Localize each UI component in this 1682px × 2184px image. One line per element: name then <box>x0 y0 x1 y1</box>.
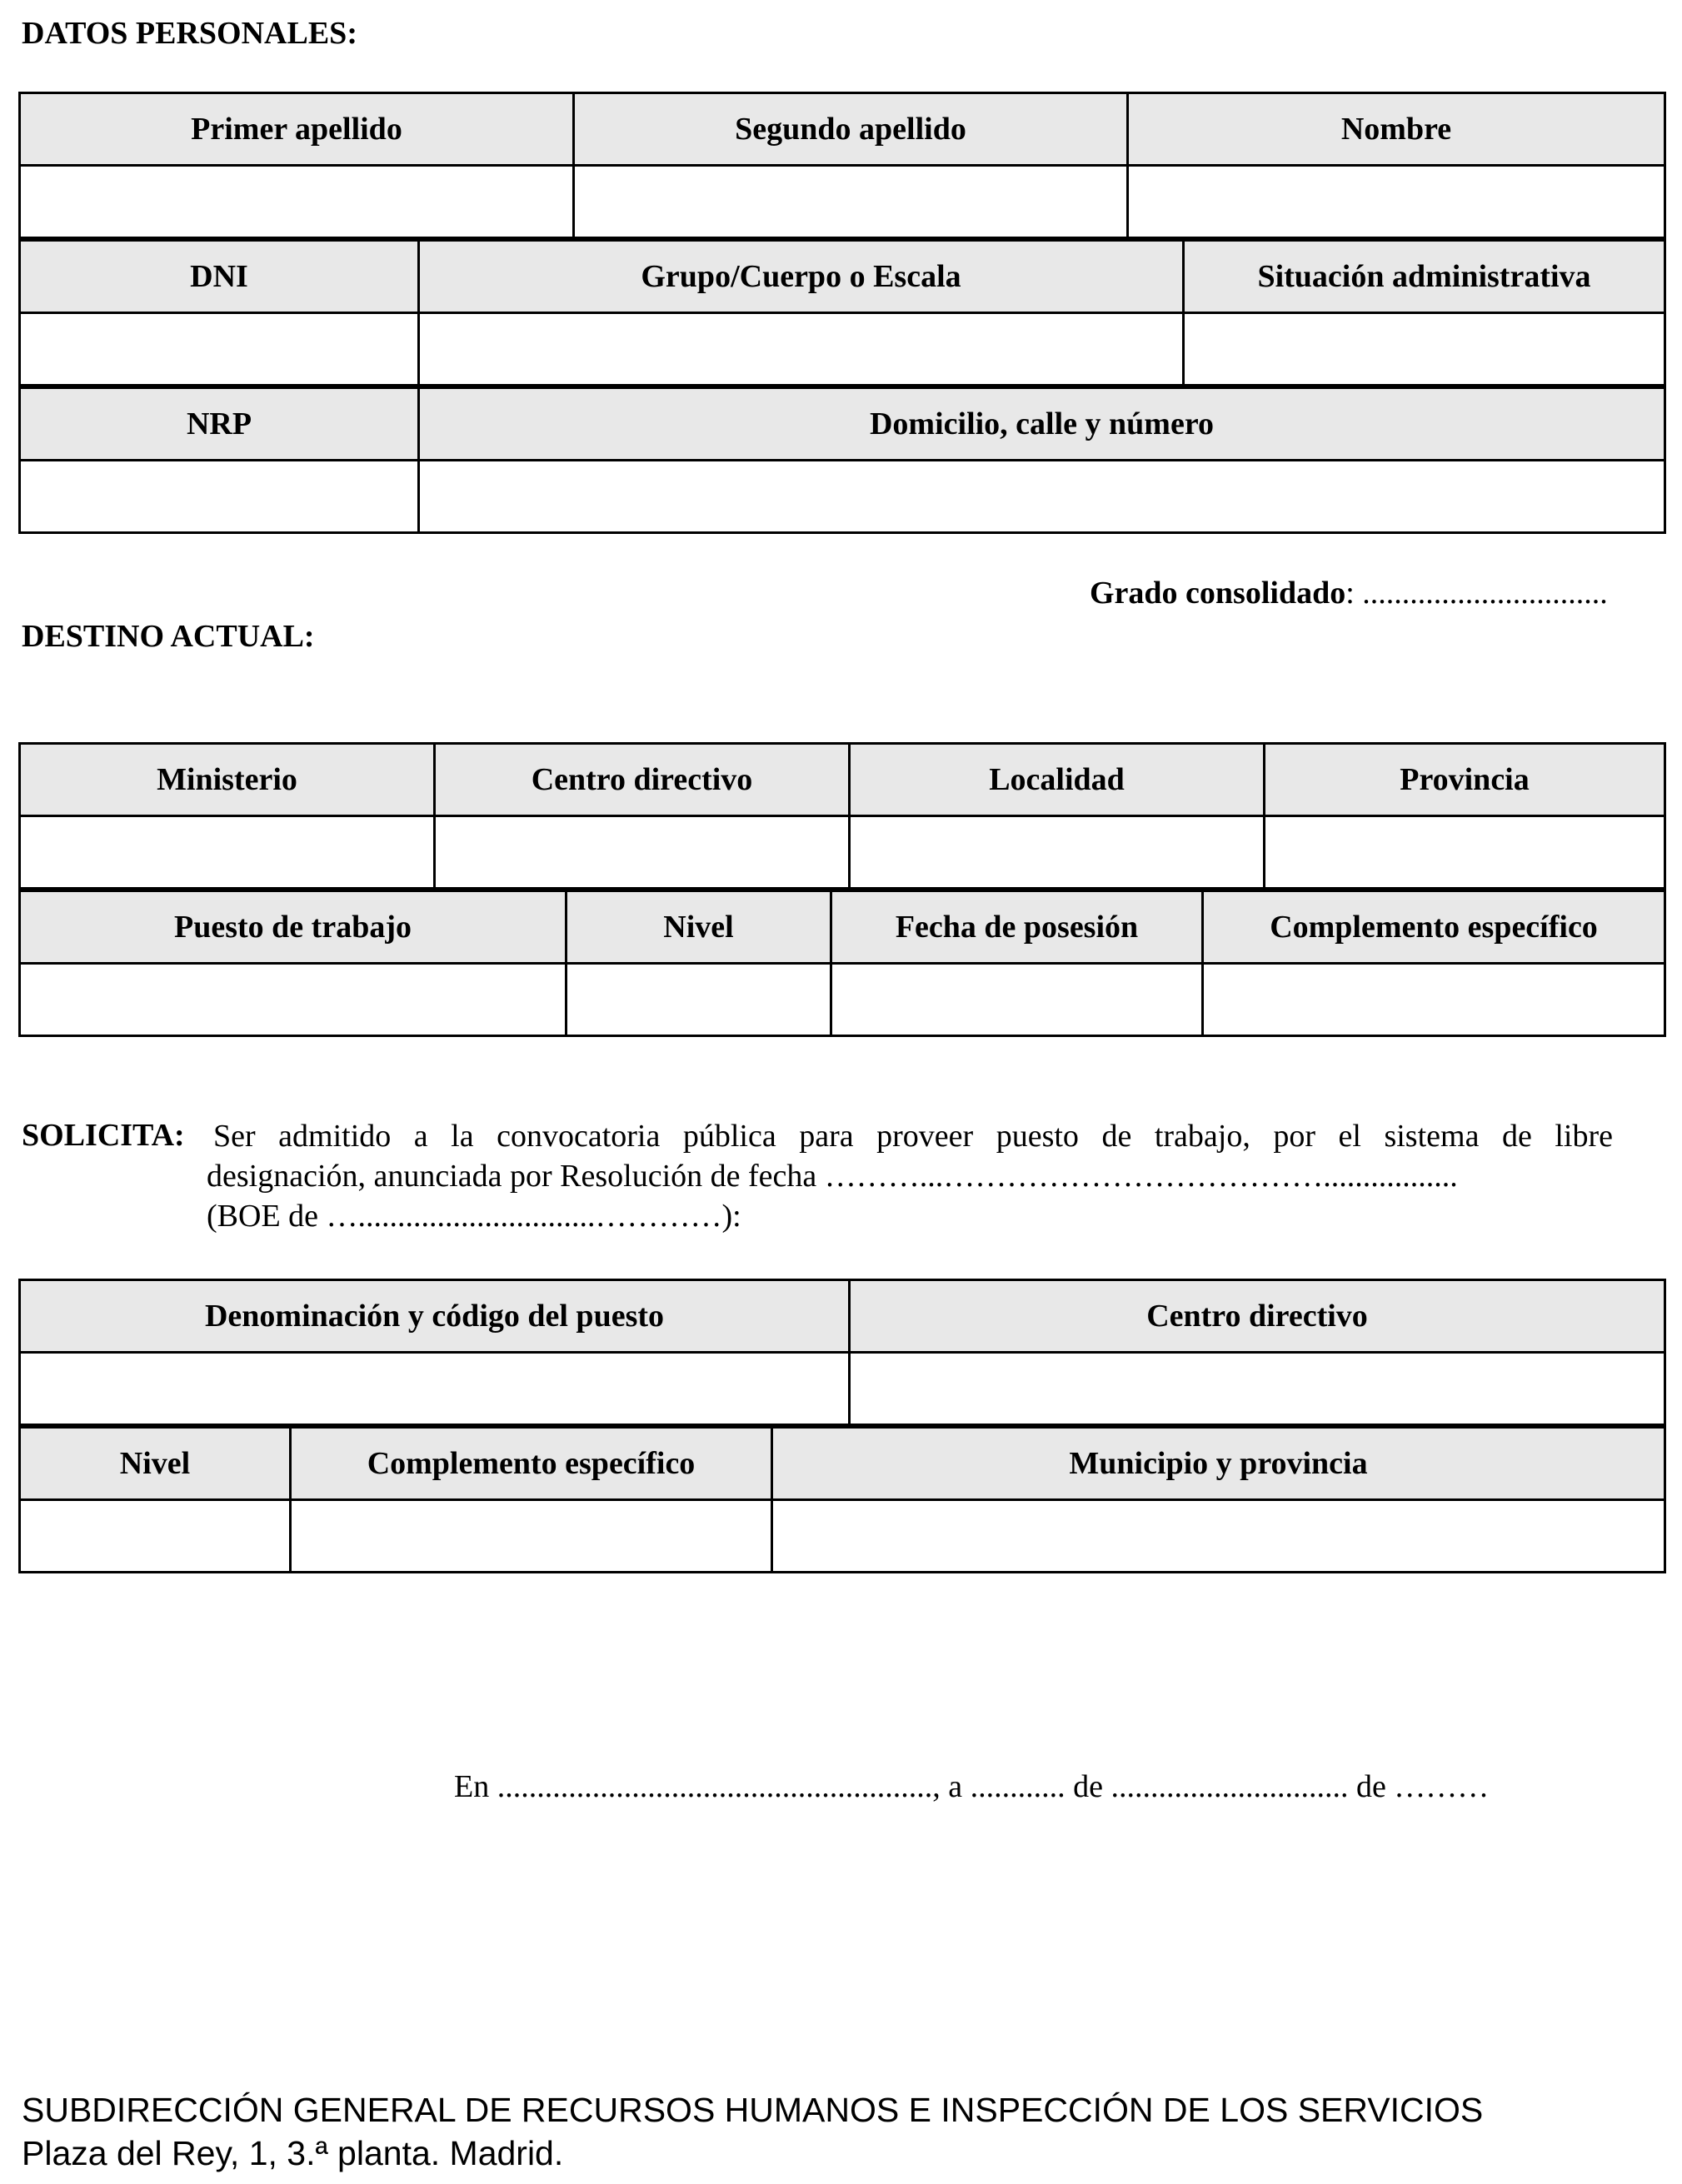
situacion-administrativa-label: Situación administrativa <box>1184 241 1665 313</box>
fecha-de-posesion-field[interactable] <box>831 964 1203 1036</box>
nombre-field[interactable] <box>1128 166 1665 238</box>
puesto-solicitado-table-row2 <box>18 1426 1666 1573</box>
puesto-centro-directivo-field[interactable] <box>850 1353 1665 1425</box>
fecha-de-posesion-label: Fecha de posesión <box>831 891 1203 964</box>
datos-personales-heading: DATOS PERSONALES: <box>22 16 357 51</box>
nrp-label: NRP <box>20 388 419 461</box>
puesto-de-trabajo-label: Puesto de trabajo <box>20 891 566 964</box>
situacion-administrativa-field[interactable] <box>1184 313 1665 386</box>
nivel-label: Nivel <box>566 891 831 964</box>
localidad-label: Localidad <box>850 744 1265 816</box>
primer-apellido-label: Primer apellido <box>20 93 574 166</box>
provincia-label: Provincia <box>1265 744 1665 816</box>
denominacion-codigo-puesto-field[interactable] <box>20 1353 850 1425</box>
puesto-nivel-label: Nivel <box>20 1428 291 1500</box>
solicita-line-3: (BOE de …..............................…………): <box>207 1199 741 1234</box>
datos-personales-table-row1 <box>18 92 1666 239</box>
localidad-field[interactable] <box>850 816 1265 889</box>
puesto-nivel-field[interactable] <box>20 1500 291 1573</box>
domicilio-label: Domicilio, calle y número <box>419 388 1665 461</box>
dni-label: DNI <box>20 241 419 313</box>
domicilio-field[interactable] <box>419 461 1665 533</box>
grado-consolidado <box>1090 575 1608 611</box>
footer-organismo: SUBDIRECCIÓN GENERAL DE RECURSOS HUMANOS E INSPECCIÓN DE LOS SERVICIOS <box>22 2091 1484 2129</box>
puesto-centro-directivo-label: Centro directivo <box>850 1280 1665 1353</box>
grupo-cuerpo-escala-label: Grupo/Cuerpo o Escala <box>419 241 1184 313</box>
segundo-apellido-label: Segundo apellido <box>574 93 1128 166</box>
dni-field[interactable] <box>20 313 419 386</box>
municipio-provincia-label: Municipio y provincia <box>772 1428 1665 1500</box>
centro-directivo-label: Centro directivo <box>435 744 850 816</box>
destino-actual-table-row1 <box>18 742 1666 890</box>
grado-consolidado-label: Grado consolidado <box>1090 576 1346 611</box>
solicita-label: SOLICITA: <box>22 1118 185 1153</box>
ministerio-label: Ministerio <box>20 744 435 816</box>
nombre-label: Nombre <box>1128 93 1665 166</box>
solicita-line-2: designación, anunciada por Resolución de fecha ………...………………………………................. <box>207 1159 1458 1194</box>
primer-apellido-field[interactable] <box>20 166 574 238</box>
datos-personales-table-row2 <box>18 239 1666 386</box>
nivel-field[interactable] <box>566 964 831 1036</box>
datos-personales-table-row3 <box>18 386 1666 534</box>
solicita-line-1: Ser admitido a la convocatoria pública para proveer puesto de trabajo, por el sistema de libre <box>213 1119 1613 1154</box>
puesto-solicitado-table-row1 <box>18 1279 1666 1426</box>
lugar-y-fecha[interactable]: En ......................................................., a ............ de .............................. de ……… <box>454 1769 1490 1804</box>
ministerio-field[interactable] <box>20 816 435 889</box>
segundo-apellido-field[interactable] <box>574 166 1128 238</box>
footer-direccion: Plaza del Rey, 1, 3.ª planta. Madrid. <box>22 2134 564 2172</box>
puesto-de-trabajo-field[interactable] <box>20 964 566 1036</box>
complemento-especifico-label: Complemento específico <box>1203 891 1665 964</box>
puesto-complemento-especifico-label: Complemento específico <box>291 1428 772 1500</box>
puesto-complemento-especifico-field[interactable] <box>291 1500 772 1573</box>
denominacion-codigo-puesto-label: Denominación y código del puesto <box>20 1280 850 1353</box>
provincia-field[interactable] <box>1265 816 1665 889</box>
nrp-field[interactable] <box>20 461 419 533</box>
destino-actual-table-row2 <box>18 890 1666 1037</box>
grupo-cuerpo-escala-field[interactable] <box>419 313 1184 386</box>
complemento-especifico-field[interactable] <box>1203 964 1665 1036</box>
municipio-provincia-field[interactable] <box>772 1500 1665 1573</box>
destino-actual-heading: DESTINO ACTUAL: <box>22 619 315 654</box>
grado-consolidado-value[interactable]: : ............................... <box>1345 576 1608 611</box>
centro-directivo-field[interactable] <box>435 816 850 889</box>
